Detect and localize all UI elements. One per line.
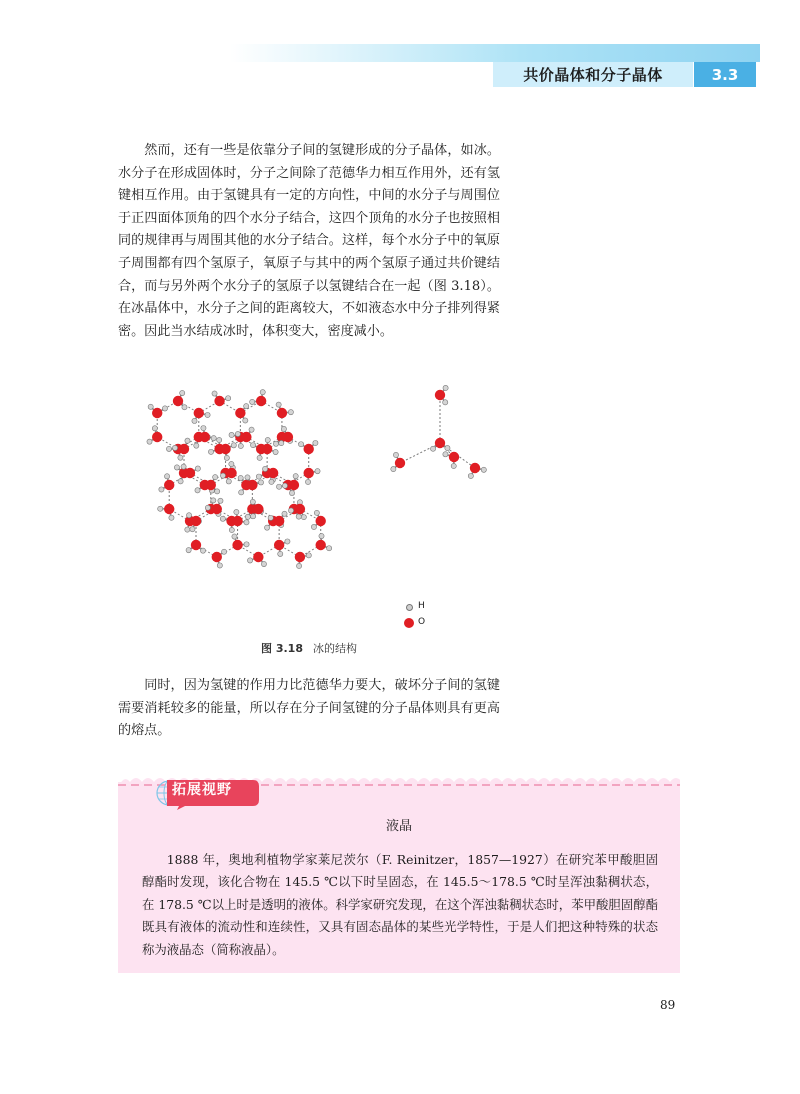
hydrogen-atom	[268, 515, 273, 520]
hydrogen-atom	[195, 488, 200, 493]
hydrogen-atom	[215, 489, 220, 494]
hydrogen-atom	[430, 446, 435, 451]
hydrogen-atom	[247, 558, 252, 563]
figure-caption-text: 冰的结构	[312, 642, 357, 655]
oxygen-atom	[283, 432, 293, 442]
hydrogen-atom	[319, 533, 324, 538]
hydrogen-atom	[289, 490, 294, 495]
hydrogen-atom	[166, 446, 171, 451]
hydrogen-atom	[306, 553, 311, 558]
hydrogen-atom	[443, 452, 448, 457]
oxygen-atom	[194, 408, 204, 418]
hydrogen-atom	[250, 442, 255, 447]
hydrogen-atom	[162, 406, 167, 411]
oxygen-atom	[274, 540, 284, 550]
hydrogen-atom	[229, 461, 234, 466]
hydrogen-atom	[276, 402, 281, 407]
oxygen-atom	[253, 552, 263, 562]
oxygen-atom	[304, 468, 314, 478]
hydrogen-atom	[296, 514, 301, 519]
oxygen-atom	[247, 480, 257, 490]
oxygen-atom	[449, 452, 459, 462]
oxygen-atom	[232, 540, 242, 550]
hydrogen-atom	[278, 551, 283, 556]
extension-tab-label: 拓展视野	[172, 782, 232, 798]
hydrogen-atom	[265, 437, 270, 442]
legend-o-label: O	[418, 617, 426, 627]
hydrogen-atom	[279, 440, 284, 445]
extension-title: 液晶	[385, 819, 412, 834]
hydrogen-atom	[208, 449, 213, 454]
hydrogen-atom	[231, 443, 236, 448]
hydrogen-atom	[218, 498, 223, 503]
hydrogen-atom	[314, 510, 319, 515]
oxygen-atom	[220, 444, 230, 454]
hydrogen-atom	[205, 412, 210, 417]
hydrogen-atom	[327, 546, 332, 551]
hydrogen-atom	[250, 399, 255, 404]
oxygen-atom	[304, 444, 314, 454]
hydrogen-atom	[249, 427, 254, 432]
oxygen-atom	[179, 444, 189, 454]
hydrogen-atom	[238, 443, 243, 448]
hydrogen-atom	[250, 499, 255, 504]
oxygen-atom	[214, 396, 224, 406]
oxygen-atom	[152, 408, 162, 418]
hydrogen-atom	[181, 464, 186, 469]
hydrogen-atom	[159, 487, 164, 492]
oxygen-atom	[253, 504, 263, 514]
hydrogen-atom	[305, 479, 310, 484]
oxygen-atom	[164, 480, 174, 490]
hydrogen-atom	[238, 475, 243, 480]
hydrogen-atom	[260, 390, 265, 395]
hydrogen-atom	[445, 445, 450, 450]
hydrogen-atom	[229, 432, 234, 437]
hydrogen-atom	[201, 426, 206, 431]
oxygen-atom	[191, 516, 201, 526]
hydrogen-atom	[172, 445, 177, 450]
oxygen-atom	[395, 458, 405, 468]
hydrogen-atom	[211, 498, 216, 503]
oxygen-atom	[152, 432, 162, 442]
hydrogen-atom	[281, 426, 286, 431]
hydrogen-atom	[315, 469, 320, 474]
hydrogen-atom	[261, 561, 266, 566]
body-paragraph-2: 同时，因为氢键的作用力比范德华力要大，破坏分子间的氢键需要消耗较多的能量，所以存在分子间氢键的分子晶体则具有更高的熔点。	[118, 678, 500, 739]
hydrogen-atom	[205, 505, 210, 510]
hydrogen-atom	[152, 426, 157, 431]
hydrogen-atom	[185, 527, 190, 532]
hydrogen-atom	[164, 474, 169, 479]
oxygen-legend-icon	[404, 618, 414, 628]
hydrogen-atom	[293, 474, 298, 479]
hydrogen-atom	[226, 479, 231, 484]
hydrogen-atom	[194, 443, 199, 448]
extension-text: 1888 年，奥地利植物学家莱尼茨尔（F. Reinitzer，1857—1927）在研究苯甲酸胆固醇酯时发现，该化合物在 145.5 ℃以下时呈固态，在 145.5～178.5 ℃时呈浑浊黏稠状态，在 178.5 ℃以上时是透明的液体。科学家研究发现，在这个浑浊黏稠状态时，苯甲酸胆固醇酯既具有液体的流动性和连续性，又具有固态晶体的某些光学特性，于是人们把这种特殊的状态称为液晶态（简称液晶）。	[142, 852, 658, 957]
hydrogen-atom	[391, 466, 396, 471]
hydrogen-atom	[226, 396, 231, 401]
hydrogen-atom	[269, 479, 274, 484]
hydrogen-atom	[220, 473, 225, 478]
hydrogen-atom	[313, 440, 318, 445]
hydrogen-atom	[285, 539, 290, 544]
hydrogen-atom	[245, 514, 250, 519]
hydrogen-atom	[195, 466, 200, 471]
oxygen-atom	[164, 504, 174, 514]
hydrogen-atom	[311, 524, 316, 529]
oxygen-atom	[268, 468, 278, 478]
hydrogen-atom	[273, 449, 278, 454]
hydrogen-atom	[481, 467, 486, 472]
oxygen-atom	[185, 468, 195, 478]
hydrogen-atom	[282, 483, 287, 488]
hydrogen-atom	[229, 527, 234, 532]
hydrogen-atom	[220, 516, 225, 521]
oxygen-atom	[435, 390, 445, 400]
hydrogen-atom	[185, 438, 190, 443]
hydrogen-atom	[264, 525, 269, 530]
hydrogen-atom	[244, 520, 249, 525]
ice-structure-figure	[130, 383, 490, 633]
hydrogen-atom	[443, 385, 448, 390]
hydrogen-atom	[178, 479, 183, 484]
oxygen-atom	[206, 480, 216, 490]
hydrogen-atom	[221, 549, 226, 554]
hydrogen-atom	[250, 514, 255, 519]
hydrogen-atom	[288, 410, 293, 415]
hydrogen-atom	[212, 391, 217, 396]
hydrogen-atom	[186, 513, 191, 518]
oxygen-atom	[262, 444, 272, 454]
section-number: 3.3	[694, 62, 756, 87]
hydrogen-atom	[192, 418, 197, 423]
hydrogen-atom	[232, 534, 237, 539]
hydrogen-legend-icon	[406, 604, 413, 611]
oxygen-atom	[274, 516, 284, 526]
page-number: 89	[660, 998, 676, 1012]
legend-h-label: H	[418, 601, 425, 611]
hydrogen-atom	[158, 506, 163, 511]
hydrogen-atom	[296, 563, 301, 568]
oxygen-atom	[212, 552, 222, 562]
oxygen-atom	[277, 408, 287, 418]
hydrogen-atom	[257, 455, 262, 460]
hydrogen-atom	[273, 441, 278, 446]
oxygen-atom	[226, 468, 236, 478]
hydrogen-atom	[263, 466, 268, 471]
oxygen-atom	[241, 432, 251, 442]
hydrogen-atom	[211, 436, 216, 441]
figure-caption	[118, 640, 500, 656]
hydrogen-atom	[276, 484, 281, 489]
hydrogen-atom	[298, 442, 303, 447]
oxygen-atom	[295, 504, 305, 514]
oxygen-atom	[295, 552, 305, 562]
extension-box	[118, 768, 680, 973]
oxygen-atom	[316, 516, 326, 526]
hydrogen-atom	[148, 404, 153, 409]
chapter-title: 共价晶体和分子晶体	[493, 62, 693, 87]
header-decoration	[230, 44, 760, 62]
hydrogen-atom	[235, 431, 240, 436]
hydrogen-atom	[451, 463, 456, 468]
hydrogen-atom	[217, 437, 222, 442]
hydrogen-atom	[200, 548, 205, 553]
hydrogen-atom	[190, 527, 195, 532]
oxygen-atom	[289, 480, 299, 490]
hydrogen-atom	[174, 465, 179, 470]
hydrogen-atom	[147, 439, 152, 444]
hydrogen-atom	[217, 563, 222, 568]
hydrogen-atom	[244, 542, 249, 547]
hydrogen-atom	[258, 480, 263, 485]
hydrogen-atom	[393, 452, 398, 457]
hydrogen-atom	[468, 473, 473, 478]
oxygen-atom	[200, 432, 210, 442]
hydrogen-bonds	[157, 395, 475, 557]
oxygen-atom	[173, 396, 183, 406]
hydrogen-atom	[234, 509, 239, 514]
hydrogen-atom	[182, 405, 187, 410]
hydrogen-atom	[224, 455, 229, 460]
oxygen-atom	[232, 516, 242, 526]
hydrogen-atom	[443, 400, 448, 405]
hydrogen-atom	[186, 548, 191, 553]
oxygen-atom	[191, 540, 201, 550]
oxygen-atom	[435, 438, 445, 448]
hydrogen-atom	[213, 475, 218, 480]
oxygen-atom	[316, 540, 326, 550]
hydrogen-atom	[282, 511, 287, 516]
hydrogen-atom	[169, 515, 174, 520]
hydrogen-atom	[239, 490, 244, 495]
oxygen-atom	[256, 396, 266, 406]
figure-number: 图 3.18	[261, 642, 303, 655]
oxygen-atom	[235, 408, 245, 418]
body-paragraph-1: 然而，还有一些是依靠分子间的氢键形成的分子晶体，如冰。水分子在形成固体时，分子之间除了范德华力相互作用外，还有氢键相互作用。由于氢键具有一定的方向性，中间的水分子与周围位于正四面体顶角的四个水分子结合，这四个顶角的水分子也按照相同的规律再与周围其他的水分子结合。这样，每个水分子中的氧原子周围都有四个氢原子，氧原子与其中的两个氢原子通过共价键结合，而与另外两个水分子的氢原子以氢键结合在一起（图 3.18）。在冰晶体中，水分子之间的距离较大，不如液态水中分子排列得紧密。因此当水结成冰时，体积变大，密度减小。	[118, 143, 500, 339]
hydrogen-atom	[256, 474, 261, 479]
oxygen-atom	[212, 504, 222, 514]
hydrogen-atom	[178, 455, 183, 460]
hydrogen-atom	[244, 404, 249, 409]
hydrogen-atom	[180, 390, 185, 395]
oxygen-atom	[470, 463, 480, 473]
hydrogen-atom	[288, 508, 293, 513]
hydrogen-atom	[243, 418, 248, 423]
hydrogen-atom	[245, 475, 250, 480]
hydrogen-atom	[301, 515, 306, 520]
